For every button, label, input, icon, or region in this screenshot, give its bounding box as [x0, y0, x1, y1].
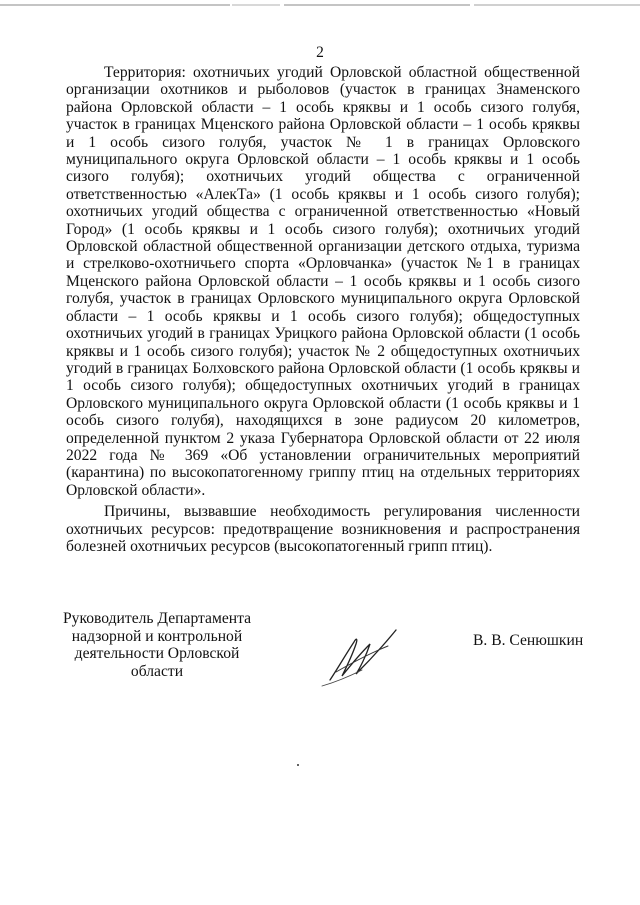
scan-speck: [297, 764, 299, 766]
document-body: [66, 64, 580, 555]
page-number: 2: [316, 44, 324, 61]
signatory-position-line: деятельности Орловской: [74, 645, 240, 663]
signatory-position-line: надзорной и контрольной: [71, 627, 243, 645]
scan-top-edge-line: [0, 4, 640, 6]
signatory-position-line: области: [130, 662, 184, 680]
paragraph-territory: Территория: охотничьих угодий Орловской областной общественной организации охотников и рыболовов (участок в границах Знаменского района Орловской области – 1 особь кряквы и 1 особь сизого голубя, участок в границах Мценского района Орловской области – 1 особь кряквы и 1 особь сизого голубя, участок № 1 в границах Орловского муниципального округа Орловской области – 1 особь кряквы и 1 особь сизого голубя); охотничьих угодий общества с ограниченной ответственностью «АлекТа» (1 особь кряквы и 1 особь сизого голубя); охотничьих угодий общества с ограниченной ответственностью «Новый Город» (1 особь кряквы и 1 особь сизого голубя); охотничьих угодий Орловской областной общественной организации детского отдыха, туризма и стрелково-охотничьего спорта «Орловчанка» (участок №1 в границах Мценского района Орловской области – 1 особь кряквы и 1 особь сизого голубя, участок в границах Орловского муниципального округа Орловской области – 1 особь кряквы и 1 особь сизого голубя); общедоступных охотничьих угодий в границах Урицкого района Орловской области (1 особь кряквы и 1 особь сизого голубя); участок № 2 общедоступных охотничьих угодий в границах Болховского района Орловской области (1 особь кряквы и 1 особь сизого голубя); общедоступных охотничьих угодий в границах Орловского муниципального округа Орловской области (1 особь кряквы и 1 особь сизого голубя), находящихся в зоне радиусом 20 километров, определенной пунктом 2 указа Губернатора Орловской области от 22 июля 2022 года № 369 «Об установлении ограничительных мероприятий (карантина) по высокопатогенному гриппу птиц на отдельных территориях Орловской области».: [66, 64, 580, 499]
signatory-position-line: Руководитель Департамента: [62, 610, 252, 627]
handwritten-signature-icon: [316, 624, 408, 688]
signatory-name: В. В. Сенюшкин: [473, 632, 584, 649]
paragraph-reasons: Причины, вызвавшие необходимость регулирования численности охотничьих ресурсов: предотвращение возникновения и распространения болезней охотничьих ресурсов (высокопатогенный грипп птиц).: [66, 503, 580, 555]
signatory-position: [62, 610, 252, 680]
